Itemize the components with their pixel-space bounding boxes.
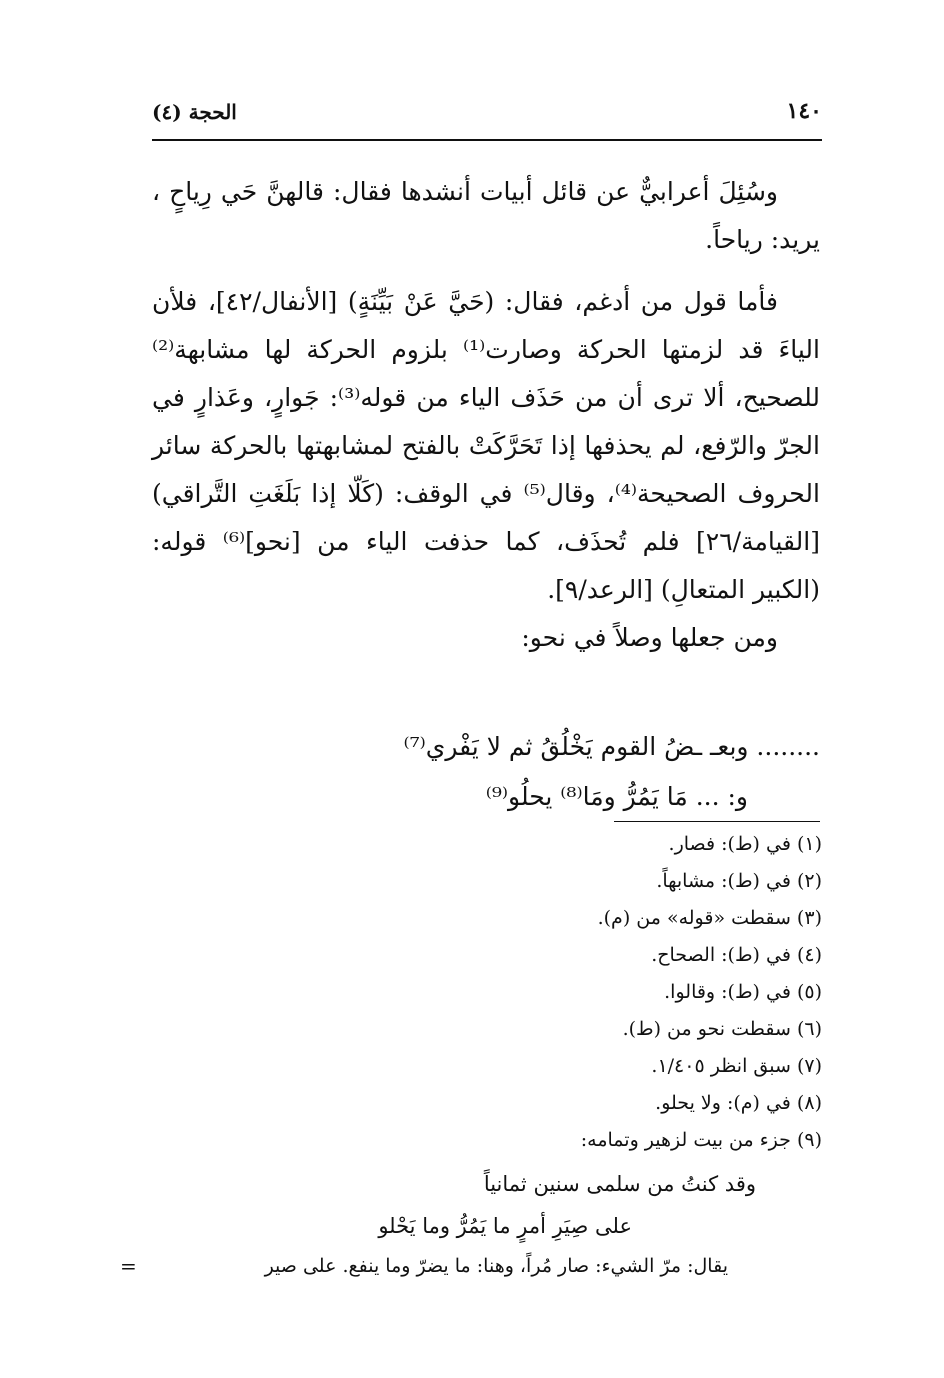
footnote: (٥) في (ط): وقالوا. bbox=[664, 981, 822, 1003]
header-divider bbox=[152, 139, 822, 141]
poem-line: وقد كنتُ من سلمى سنين ثمانياً bbox=[483, 1172, 756, 1196]
verse-line: ........ وبعـ ـضُ القوم يَخْلُقُ ثم لا يَفْري⁽⁷⁾ bbox=[403, 732, 820, 761]
book-title: الحجة (٤) bbox=[152, 100, 237, 124]
paragraph: ومن جعلها وصلاً في نحو: bbox=[521, 623, 778, 652]
continuation-mark: = bbox=[120, 1254, 137, 1278]
footnote-poem bbox=[120, 1163, 822, 1247]
footnote: (٤) في (ط): الصحاح. bbox=[651, 944, 822, 966]
page-number: ١٤٠ bbox=[786, 98, 822, 124]
verse-line: و: ... مَا يَمُرُّ ومَا⁽⁸⁾ يحلُو⁽⁹⁾ bbox=[485, 782, 748, 811]
footnote: (٦) سقطت نحو من (ط). bbox=[622, 1018, 822, 1040]
paragraph: فأما قول من أدغم، فقال: (حَيَّ عَنْ بَيِّنَةٍ) [الأنفال/٤٢]، فلأن الياءَ قد لزمتها الحركة وصارت⁽¹⁾ بلزوم الحركة لها مشابهة⁽²⁾ للصحيح، ألا ترى أن من حَذَف الياء من قوله⁽³⁾: جَوارٍ، وعَذارٍ في الجرّ والرّفع، لم يحذفها إذا تَحَرَّكَتْ بالفتح لمشابهتها بالحركة سائر الحروف الصحيحة⁽⁴⁾، وقال⁽⁵⁾ في الوقف: (كَلّا إذا بَلَغَتِ التَّراقي) [القيامة/٢٦] فلم تُحذَف، كما حذفت الياء من [نحو]⁽⁶⁾ قوله: (الكبير المتعالِ) [الرعد/٩]. bbox=[152, 287, 820, 604]
footnote: (٨) في (م): ولا يحلو. bbox=[655, 1092, 822, 1114]
footnote: (١) في (ط): فصار. bbox=[668, 833, 822, 855]
footnote-divider bbox=[614, 821, 820, 822]
main-text bbox=[152, 168, 820, 662]
footnote: (٩) جزء من بيت لزهير وتمامه: bbox=[580, 1129, 822, 1151]
verse-block bbox=[152, 722, 820, 822]
poem-line: على صِيَرِ أمرٍ ما يَمُرُّ وما يَحْلو bbox=[378, 1214, 632, 1238]
footnote: (٧) سبق انظر ١/٤٠٥. bbox=[651, 1055, 822, 1077]
footnote: (٢) في (ط): مشابهاً. bbox=[656, 870, 822, 892]
running-header bbox=[152, 98, 822, 134]
footnote-continuation-text: يقال: مرّ الشيء: صار مُراً، وهنا: ما يضرّ وما ينفع. على صير bbox=[264, 1255, 728, 1277]
paragraph: وسُئِلَ أعرابيٌّ عن قائل أبيات أنشدها فقال: قالهنَّ حَي رِياحٍ ، يريد: رياحاً. bbox=[152, 177, 820, 254]
footnote: (٣) سقطت «قوله» من (م). bbox=[597, 907, 822, 929]
footnotes bbox=[120, 826, 822, 1159]
